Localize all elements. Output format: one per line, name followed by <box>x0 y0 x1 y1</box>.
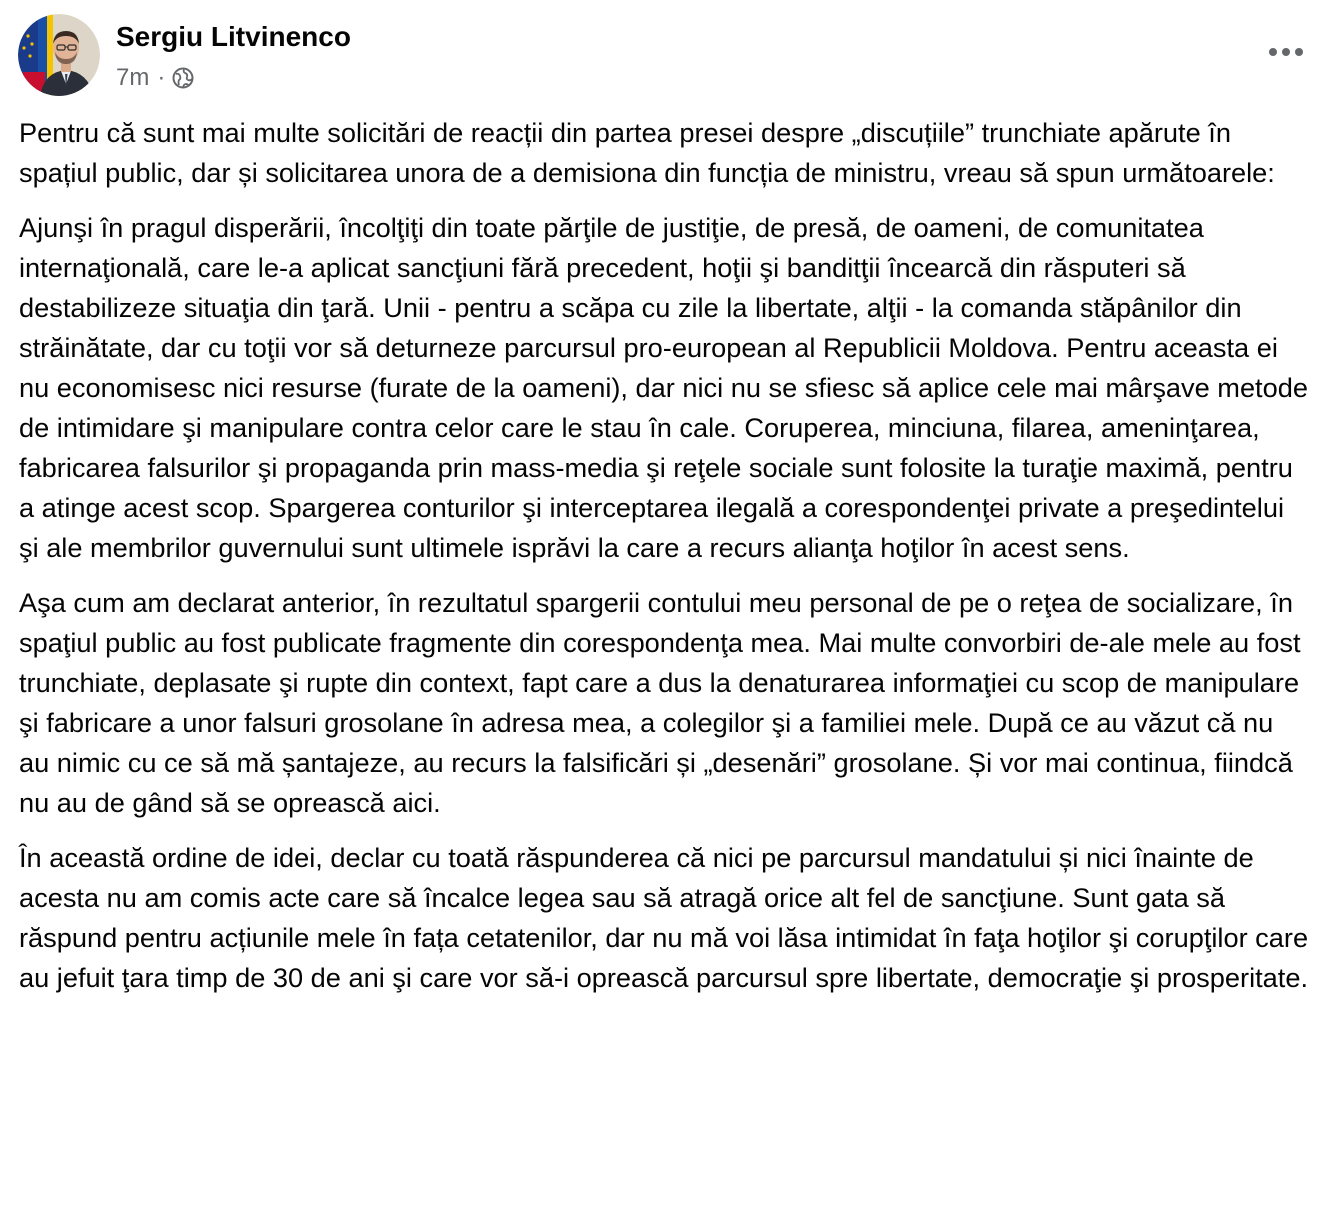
author-name[interactable]: Sergiu Litvinenco <box>116 21 351 52</box>
post-body <box>19 113 1309 1013</box>
author-avatar[interactable] <box>18 14 100 96</box>
post-paragraph: În această ordine de idei, declar cu toată răspunderea că nici pe parcursul mandatului și nici înainte de acesta nu am comis acte care să încalce legea sau să atragă orice alt fel de sancţiune. Sunt gata să răspund pentru acțiunile mele în fața cetatenilor, dar nu mă voi lăsa intimidat în faţa hoţilor şi corupţilor care au jefuit ţara timp de 30 de ani şi care vor să-i oprească parcursul spre libertate, democraţie şi prosperitate. <box>19 842 1309 993</box>
post-header <box>18 14 1308 98</box>
post-paragraph: Aşa cum am declarat anterior, în rezultatul spargerii contului meu personal de pe o reţea de socializare, în spaţiul public au fost publicate fragmente din corespondenţa mea. Mai multe convorbiri de-ale mele au fost trunchiate, deplasate şi rupte din context, fapt care a dus la denaturarea informaţiei cu scop de manipulare şi fabricare a unor falsuri grosolane în adresa mea, a colegilor şi a familiei mele. După ce au văzut că nu au nimic cu ce să mă șantajeze, au recurs la falsificări și „desenări” grosolane. Și vor mai continua, fiindcă nu au de gând să se oprească aici. <box>19 587 1301 818</box>
post-timestamp[interactable]: 7m <box>116 64 150 91</box>
post-paragraph: Pentru că sunt mai multe solicitări de reacții din partea presei despre „discuțiile” trunchiate apărute în spațiul public, dar și solicitarea unora de a demisiona din funcția de ministru, vreau să spun următoarele: <box>19 117 1275 188</box>
post-paragraph: Ajunşi în pragul disperării, încolţiţi din toate părţile de justiţie, de presă, de oameni, de comunitatea internaţională, care le-a aplicat sancţiuni fără precedent, hoţii şi banditţii încearcă din răsputeri să destabilizeze situaţia din ţară. Unii - pentru a scăpa cu zile la libertate, alţii - la comanda stăpânilor din străinătate, dar cu toţii vor să deturneze parcursul pro-european al Republicii Moldova. Pentru aceasta ei nu economisesc nici resurse (furate de la oameni), dar nici nu se sfiesc să aplice cele mai mârşave metode de intimidare şi manipulare contra celor care le stau în cale. Coruperea, minciuna, filarea, ameninţarea, fabricarea falsurilor şi propaganda prin mass-media şi reţele sociale sunt folosite la turaţie maximă, pentru a atinge acest scop. Spargerea conturilor şi interceptarea ilegală a corespondenţei private a preşedintelui şi ale membrilor guvernului sunt ultimele isprăvi la care a recurs alianţa hoţilor în acest sens. <box>19 212 1308 563</box>
globe-icon[interactable] <box>171 66 195 90</box>
more-options-icon[interactable] <box>1264 34 1308 70</box>
meta-separator: · <box>157 64 166 91</box>
post-meta <box>116 64 195 92</box>
